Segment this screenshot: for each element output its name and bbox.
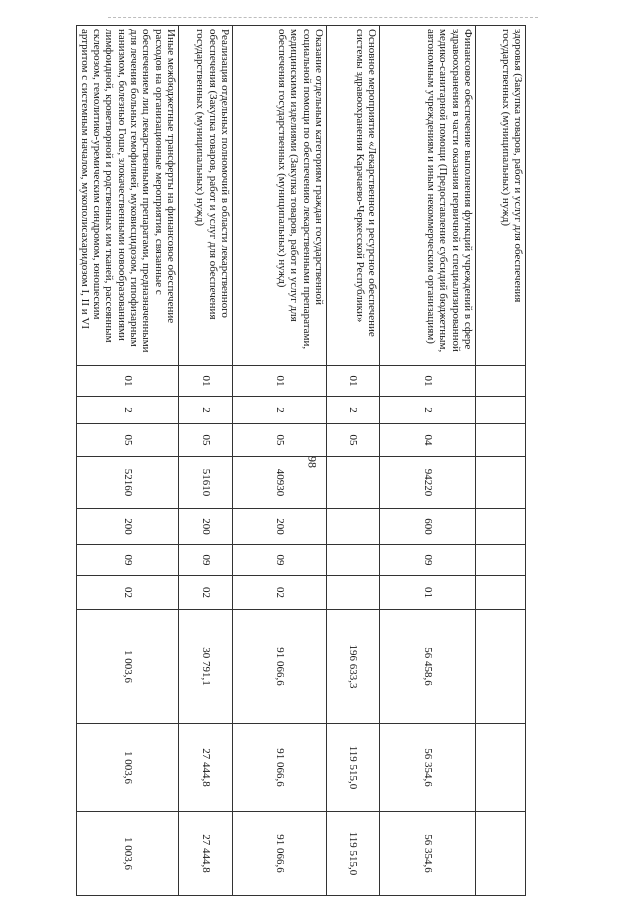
event-code-cell: 05 bbox=[233, 424, 327, 457]
amount-year-2-cell bbox=[476, 724, 526, 812]
table-row bbox=[77, 26, 179, 896]
section-code-cell: 09 bbox=[179, 545, 233, 576]
subsection-code-cell bbox=[476, 576, 526, 610]
budget-table-frame bbox=[78, 25, 526, 895]
table-row bbox=[233, 26, 327, 896]
subsection-code-cell: 02 bbox=[77, 576, 179, 610]
subsection-code-cell: 01 bbox=[380, 576, 476, 610]
subprogram-code-cell: 2 bbox=[233, 397, 327, 424]
subprogram-code-cell bbox=[476, 397, 526, 424]
table-row bbox=[380, 26, 476, 896]
amount-year-1-cell: 30 791,1 bbox=[179, 610, 233, 724]
table-row bbox=[179, 26, 233, 896]
rotated-landscape-page bbox=[78, 25, 526, 895]
amount-year-3-cell: 56 354,6 bbox=[380, 812, 476, 896]
program-code-cell: 01 bbox=[327, 366, 380, 397]
amount-year-2-cell: 91 066,6 bbox=[233, 724, 327, 812]
amount-year-1-cell bbox=[476, 610, 526, 724]
program-code-cell: 01 bbox=[380, 366, 476, 397]
program-code-cell: 01 bbox=[233, 366, 327, 397]
program-code-cell bbox=[476, 366, 526, 397]
expense-type-cell: 200 bbox=[233, 509, 327, 545]
direction-code-cell bbox=[476, 457, 526, 509]
expense-type-cell: 200 bbox=[77, 509, 179, 545]
event-code-cell: 05 bbox=[327, 424, 380, 457]
direction-code-cell: 52160 bbox=[77, 457, 179, 509]
row-name-cell: Иные межбюджетные трансферты на финансовое обеспечение расходов на организационные мероприятия, связанные с обеспечением лиц лекарственными препаратами, предназначенными для лечения больных гемофилией, муковисцидозом, гипофизарным нанизмом, болезнью Гоше, злокачественными новообразованиями лимфоидной, кроветворной и родственных им тканей, рассеянным склерозом, гемолитико-уремическим синдромом, юношеским артритом с системным началом, мукополисахаридозом I, II и VI bbox=[77, 26, 179, 366]
direction-code-cell bbox=[327, 457, 380, 509]
section-code-cell bbox=[476, 545, 526, 576]
amount-year-1-cell: 1 003,6 bbox=[77, 610, 179, 724]
program-code-cell: 01 bbox=[179, 366, 233, 397]
amount-year-3-cell: 1 003,6 bbox=[77, 812, 179, 896]
amount-year-3-cell bbox=[476, 812, 526, 896]
expense-type-cell: 200 bbox=[179, 509, 233, 545]
table-row bbox=[327, 26, 380, 896]
amount-year-2-cell: 1 003,6 bbox=[77, 724, 179, 812]
amount-year-3-cell: 27 444,8 bbox=[179, 812, 233, 896]
scan-edge-mark bbox=[108, 17, 538, 18]
event-code-cell: 04 bbox=[380, 424, 476, 457]
amount-year-2-cell: 119 515,0 bbox=[327, 724, 380, 812]
expense-type-cell: 600 bbox=[380, 509, 476, 545]
direction-code-cell: 94220 bbox=[380, 457, 476, 509]
section-code-cell: 09 bbox=[380, 545, 476, 576]
subsection-code-cell bbox=[327, 576, 380, 610]
section-code-cell: 09 bbox=[233, 545, 327, 576]
page-number: 98 bbox=[305, 456, 320, 468]
section-code-cell: 09 bbox=[77, 545, 179, 576]
event-code-cell: 05 bbox=[179, 424, 233, 457]
budget-table bbox=[77, 25, 527, 896]
subprogram-code-cell: 2 bbox=[327, 397, 380, 424]
event-code-cell bbox=[476, 424, 526, 457]
amount-year-1-cell: 91 066,6 bbox=[233, 610, 327, 724]
amount-year-2-cell: 27 444,8 bbox=[179, 724, 233, 812]
row-name-cell: здоровья (Закупка товаров, работ и услуг для обеспечения государственных (муниципальных) нужд) bbox=[476, 26, 526, 366]
row-name-cell: Оказание отдельным категориям граждан государственной социальной помощи по обеспечению лекарственными препаратами, медицинскими изделиями (Закупка товаров, работ и услуг для обеспечения государственных (муниципальных) нужд) bbox=[233, 26, 327, 366]
direction-code-cell: 40930 bbox=[233, 457, 327, 509]
expense-type-cell bbox=[327, 509, 380, 545]
direction-code-cell: 51610 bbox=[179, 457, 233, 509]
event-code-cell: 05 bbox=[77, 424, 179, 457]
section-code-cell bbox=[327, 545, 380, 576]
amount-year-3-cell: 119 515,0 bbox=[327, 812, 380, 896]
amount-year-1-cell: 56 458,6 bbox=[380, 610, 476, 724]
subsection-code-cell: 02 bbox=[179, 576, 233, 610]
table-row bbox=[476, 26, 526, 896]
subprogram-code-cell: 2 bbox=[179, 397, 233, 424]
subsection-code-cell: 02 bbox=[233, 576, 327, 610]
amount-year-2-cell: 56 354,6 bbox=[380, 724, 476, 812]
row-name-cell: Финансовое обеспечение выполнения функций учреждений в сфере здравоохранения в части оказания первичной и специализированной медико-санитарной помощи (Предоставление субсидий бюджетным, автономным учреждениям и иным некоммерческим организациям) bbox=[380, 26, 476, 366]
program-code-cell: 01 bbox=[77, 366, 179, 397]
subprogram-code-cell: 2 bbox=[77, 397, 179, 424]
row-name-cell: Основное мероприятие «Лекарственное и ресурсное обеспечение системы здравоохранения Карачаево-Черкесской Республики» bbox=[327, 26, 380, 366]
amount-year-1-cell: 196 633,3 bbox=[327, 610, 380, 724]
amount-year-3-cell: 91 066,6 bbox=[233, 812, 327, 896]
row-name-cell: Реализация отдельных полномочий в области лекарственного обеспечения (Закупка товаров, работ и услуг для обеспечения государственных (муниципальных) нужд) bbox=[179, 26, 233, 366]
expense-type-cell bbox=[476, 509, 526, 545]
subprogram-code-cell: 2 bbox=[380, 397, 476, 424]
